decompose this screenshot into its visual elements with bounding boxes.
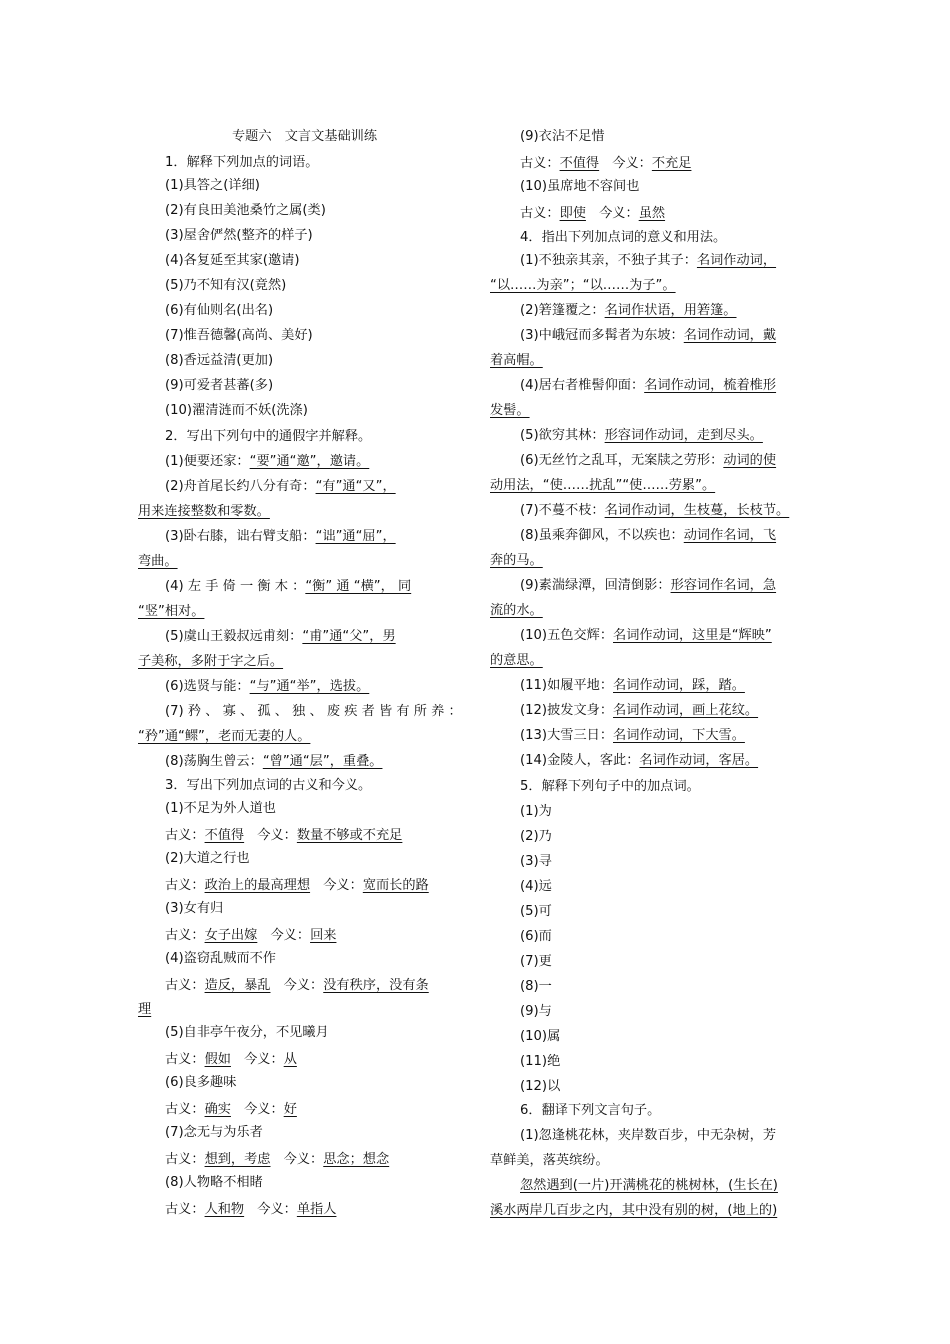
text-line xyxy=(138,552,460,572)
question-text: (12)以 xyxy=(520,1079,561,1094)
question-text: 今义： xyxy=(585,206,639,221)
question-text: (1)不足为外人道也 xyxy=(165,801,276,816)
answer-text: 名词作动词，踩，踏。 xyxy=(613,678,745,693)
text-line xyxy=(490,676,812,696)
answer-text: 着高帽。 xyxy=(490,353,543,368)
text-line xyxy=(138,276,460,296)
question-text: (7)惟吾德馨(高尚、美好) xyxy=(165,328,313,343)
question-text: (9)衣沾不足惜 xyxy=(520,129,605,144)
answer-text: 忽然遇到(一片)开满桃花的桃树林，(生长在) xyxy=(520,1178,778,1193)
answer-text: 溪水两岸几百步之内，其中没有别的树，(地上的) xyxy=(490,1203,778,1218)
question-text: 2．写出下列句中的通假字并解释。 xyxy=(165,429,372,444)
answer-text: 名词作状语，用箬篷。 xyxy=(604,303,737,318)
question-text: 4．指出下列加点词的意义和用法。 xyxy=(520,230,727,245)
text-line xyxy=(490,526,812,546)
text-line xyxy=(138,926,460,946)
text-line xyxy=(138,376,460,396)
answer-text: “甫”通“父”，男 xyxy=(302,629,396,644)
answer-text: 形容词作名词，急 xyxy=(670,578,777,593)
text-line xyxy=(138,153,460,173)
answer-text: “以……为亲”；“以……为子”。 xyxy=(490,278,676,293)
text-line xyxy=(490,154,812,174)
question-text: 古义： xyxy=(520,206,560,221)
question-text: (1)为 xyxy=(520,804,552,819)
text-line xyxy=(138,602,460,622)
text-line xyxy=(490,827,812,847)
answer-text: “诎”通“屈”， xyxy=(315,529,396,544)
answer-text: 弯曲。 xyxy=(138,554,178,569)
answer-text: “矜”通“鳏”，老而无妻的人。 xyxy=(138,729,311,744)
question-text: (1)便要还家： xyxy=(165,454,250,469)
answer-text: “有”通“又”， xyxy=(315,479,396,494)
question-text: (10)五色交辉： xyxy=(520,628,614,643)
text-line xyxy=(490,902,812,922)
text-line xyxy=(490,927,812,947)
question-text: (1)忽逢桃花林，夹岸数百步，中无杂树，芳 xyxy=(520,1128,777,1143)
question-text: (2)乃 xyxy=(520,829,552,844)
answer-text: 名词作动词，下大雪。 xyxy=(613,728,745,743)
question-text: 古义： xyxy=(165,828,205,843)
page-title: 专题六 文言文基础训练 xyxy=(232,129,378,144)
answer-text: 名词作动词，生枝蔓，长枝节。 xyxy=(604,503,790,518)
question-text: (5)乃不知有汉(竟然) xyxy=(165,278,287,293)
text-line xyxy=(490,977,812,997)
question-text: 今义： xyxy=(244,828,297,843)
question-text: (11)如履平地： xyxy=(520,678,614,693)
text-line xyxy=(490,1201,812,1221)
question-text: 古义： xyxy=(520,156,560,171)
question-text: 6．翻译下列文言句子。 xyxy=(520,1103,661,1118)
question-text: (7)更 xyxy=(520,954,552,969)
question-text: (8)香远益清(更加) xyxy=(165,353,274,368)
text-line xyxy=(138,826,460,846)
answer-text: 宽而长的路 xyxy=(362,878,429,893)
answer-text: 动用法，“使……扰乱”“使……劳累”。 xyxy=(490,478,716,493)
question-text: 今义： xyxy=(257,928,311,943)
text-line xyxy=(138,401,460,421)
question-text: 草鲜美，落英缤纷。 xyxy=(490,1153,609,1168)
text-line xyxy=(138,849,460,869)
question-text: 今义： xyxy=(599,156,652,171)
question-text: (8)虽乘奔御风，不以疾也： xyxy=(520,528,684,543)
answer-text: 思念；想念 xyxy=(323,1152,390,1167)
text-line xyxy=(490,127,812,147)
text-line xyxy=(138,1200,460,1220)
answer-text: 女子出嫁 xyxy=(204,928,258,943)
question-text: (2)箬篷覆之： xyxy=(520,303,605,318)
question-text: (3)中峨冠而多髯者为东坡： xyxy=(520,328,684,343)
answer-text: 想到，考虑 xyxy=(204,1152,271,1167)
answer-text: “要”通“邀”，邀请。 xyxy=(249,454,370,469)
question-text: 3．写出下列加点词的古义和今义。 xyxy=(165,778,372,793)
question-text: (6)有仙则名(出名) xyxy=(165,303,274,318)
text-line xyxy=(490,701,812,721)
text-line xyxy=(490,301,812,321)
text-line xyxy=(490,601,812,621)
text-line xyxy=(490,1176,812,1196)
question-text: (5)可 xyxy=(520,904,552,919)
question-text: 古义： xyxy=(165,1102,205,1117)
question-text: 古义： xyxy=(165,1152,205,1167)
answer-text: “曾”通“层”，重叠。 xyxy=(262,754,383,769)
text-line xyxy=(138,652,460,672)
text-line xyxy=(490,551,812,571)
question-text: (7)不蔓不枝： xyxy=(520,503,605,518)
answer-text: “衡” 通 “横”， 同 xyxy=(305,579,412,594)
answer-text: 不充足 xyxy=(651,156,692,171)
answer-text: 虽然 xyxy=(638,206,666,221)
text-line xyxy=(490,1126,812,1146)
answer-text: 发髻。 xyxy=(490,403,530,418)
text-line xyxy=(490,401,812,421)
text-line xyxy=(138,776,460,796)
answer-text: 动词作名词，飞 xyxy=(683,528,777,543)
question-text: (4)盗窃乱贼而不作 xyxy=(165,951,276,966)
text-line xyxy=(490,651,812,671)
text-line xyxy=(138,201,460,221)
text-line xyxy=(490,877,812,897)
answer-text: 没有秩序，没有条 xyxy=(323,978,429,993)
text-line xyxy=(490,1027,812,1047)
text-line xyxy=(490,626,812,646)
question-text: 今义： xyxy=(230,1052,284,1067)
question-text: (2)舟首尾长约八分有奇： xyxy=(165,479,316,494)
answer-text: 确实 xyxy=(204,1102,231,1117)
answer-text: 子美称，多附于字之后。 xyxy=(138,654,284,669)
text-line xyxy=(138,1023,460,1043)
question-text: (8)一 xyxy=(520,979,552,994)
text-line xyxy=(490,251,812,271)
text-line xyxy=(490,777,812,797)
question-text: 今义： xyxy=(270,1152,324,1167)
question-text: (7)念无与为乐者 xyxy=(165,1125,263,1140)
text-line xyxy=(490,1077,812,1097)
answer-text: 动词的使 xyxy=(723,453,777,468)
answer-text: 即使 xyxy=(559,206,586,221)
question-text: (8)荡胸生曾云： xyxy=(165,754,263,769)
question-text: (10)濯清涟而不妖(洗涤) xyxy=(165,403,308,418)
question-text: (1)具答之(详细) xyxy=(165,178,260,193)
text-line xyxy=(138,1000,460,1020)
text-line xyxy=(138,577,460,597)
text-line xyxy=(138,351,460,371)
answer-text: 不值得 xyxy=(559,156,600,171)
question-text: 今义： xyxy=(230,1102,284,1117)
answer-text: 理 xyxy=(138,1002,152,1017)
question-text: (10)虽席地不容间也 xyxy=(520,179,640,194)
text-line xyxy=(490,751,812,771)
text-line xyxy=(138,1150,460,1170)
text-line xyxy=(490,1151,812,1171)
answer-text: 回来 xyxy=(310,928,337,943)
answer-text: 名词作动词，客居。 xyxy=(639,753,759,768)
answer-text: 人和物 xyxy=(204,1202,245,1217)
text-line xyxy=(138,1173,460,1193)
answer-text: 用来连接整数和零数。 xyxy=(138,504,270,519)
text-line xyxy=(490,426,812,446)
question-text: (3)卧右膝，诎右臂支船： xyxy=(165,529,316,544)
answer-text: 名词作动词，画上花纹。 xyxy=(613,703,759,718)
question-text: 古义： xyxy=(165,978,205,993)
answer-text: 形容词作动词，走到尽头。 xyxy=(604,428,763,443)
question-text: (4)远 xyxy=(520,879,552,894)
text-line xyxy=(138,326,460,346)
text-line xyxy=(138,899,460,919)
question-text: 古义： xyxy=(165,878,205,893)
answer-text: “与”通“举”，选拔。 xyxy=(249,679,370,694)
question-text: (5)自非亭午夜分，不见曦月 xyxy=(165,1025,329,1040)
question-text: (9)与 xyxy=(520,1004,552,1019)
text-line xyxy=(138,799,460,819)
text-line xyxy=(138,1050,460,1070)
text-line xyxy=(138,452,460,472)
question-text: (4)各复延至其家(邀请) xyxy=(165,253,300,268)
question-text: (9)素湍绿潭，回清倒影： xyxy=(520,578,671,593)
question-text: 1．解释下列加点的词语。 xyxy=(165,155,319,170)
text-line xyxy=(490,952,812,972)
text-line xyxy=(490,802,812,822)
text-line xyxy=(138,1073,460,1093)
answer-text: 数量不够或不充足 xyxy=(296,828,403,843)
question-text: (2)有良田美池桑竹之属(类) xyxy=(165,203,326,218)
text-line xyxy=(490,1101,812,1121)
question-text: 古义： xyxy=(165,928,205,943)
question-text: (5)虞山王毅叔远甫刻： xyxy=(165,629,303,644)
question-text: (6)良多趣味 xyxy=(165,1075,237,1090)
question-text: (3)寻 xyxy=(520,854,552,869)
question-text: (3)女有归 xyxy=(165,901,224,916)
answer-text: 单指人 xyxy=(296,1202,337,1217)
question-text: (12)披发文身： xyxy=(520,703,614,718)
question-text: (13)大雪三日： xyxy=(520,728,614,743)
text-line xyxy=(490,476,812,496)
text-line xyxy=(490,852,812,872)
answer-text: 好 xyxy=(283,1102,297,1117)
answer-text: 名词作动词，梳着椎形 xyxy=(644,378,777,393)
text-line xyxy=(138,752,460,772)
text-line xyxy=(490,228,812,248)
question-text: (6)选贤与能： xyxy=(165,679,250,694)
text-line xyxy=(138,702,460,722)
text-line xyxy=(138,226,460,246)
answer-text: 名词作动词， xyxy=(696,253,777,268)
question-text: (4)居右者椎髻仰面： xyxy=(520,378,645,393)
answer-text: 名词作动词，戴 xyxy=(683,328,777,343)
question-text: 5．解释下列句子中的加点词。 xyxy=(520,779,700,794)
answer-text: 流的水。 xyxy=(490,603,543,618)
text-line xyxy=(490,1002,812,1022)
question-text: 古义： xyxy=(165,1202,205,1217)
text-line xyxy=(138,301,460,321)
question-text: (1)不独亲其亲，不独子其子： xyxy=(520,253,697,268)
question-text: (5)欲穷其林： xyxy=(520,428,605,443)
text-line xyxy=(138,727,460,747)
question-text: 今义： xyxy=(270,978,324,993)
text-line xyxy=(490,276,812,296)
question-text: (9)可爱者甚蕃(多) xyxy=(165,378,274,393)
text-line xyxy=(138,502,460,522)
question-text: (10)属 xyxy=(520,1029,561,1044)
question-text: (6)无丝竹之乱耳，无案牍之劳形： xyxy=(520,453,724,468)
question-text: (14)金陵人，客此： xyxy=(520,753,640,768)
question-text: (6)而 xyxy=(520,929,552,944)
answer-text: 从 xyxy=(283,1052,297,1067)
text-line xyxy=(138,1100,460,1120)
question-text: (3)屋舍俨然(整齐的样子) xyxy=(165,228,313,243)
answer-text: “竖”相对。 xyxy=(138,604,205,619)
text-line xyxy=(138,427,460,447)
text-line xyxy=(138,251,460,271)
text-line xyxy=(138,477,460,497)
answer-text: 假如 xyxy=(204,1052,231,1067)
answer-text: 的意思。 xyxy=(490,653,543,668)
text-line xyxy=(490,726,812,746)
text-line xyxy=(138,876,460,896)
text-line xyxy=(490,376,812,396)
question-text: (4) 左 手 倚 一 衡 木 ： xyxy=(165,579,306,594)
text-line xyxy=(138,949,460,969)
question-text: 今义： xyxy=(310,878,363,893)
answer-text: 不值得 xyxy=(204,828,245,843)
text-line xyxy=(138,677,460,697)
text-line xyxy=(490,351,812,371)
text-line xyxy=(490,501,812,521)
question-text: (7) 矜 、 寡 、 孤 、 独 、 废 疾 者 皆 有 所 养 ： xyxy=(165,704,462,719)
text-line xyxy=(138,1123,460,1143)
text-line xyxy=(490,576,812,596)
text-line xyxy=(138,627,460,647)
question-text: (2)大道之行也 xyxy=(165,851,250,866)
answer-text: 造反，暴乱 xyxy=(204,978,271,993)
text-line xyxy=(490,326,812,346)
text-line xyxy=(138,976,460,996)
answer-text: 政治上的最高理想 xyxy=(204,878,311,893)
question-text: 今义： xyxy=(244,1202,297,1217)
text-line xyxy=(138,176,460,196)
text-line xyxy=(490,204,812,224)
text-line xyxy=(138,527,460,547)
question-text: (11)绝 xyxy=(520,1054,561,1069)
text-line xyxy=(490,177,812,197)
question-text: (8)人物略不相睹 xyxy=(165,1175,263,1190)
text-line xyxy=(490,451,812,471)
text-line xyxy=(490,1052,812,1072)
answer-text: 名词作动词，这里是“辉映” xyxy=(613,628,772,643)
question-text: 古义： xyxy=(165,1052,205,1067)
answer-text: 奔的马。 xyxy=(490,553,543,568)
